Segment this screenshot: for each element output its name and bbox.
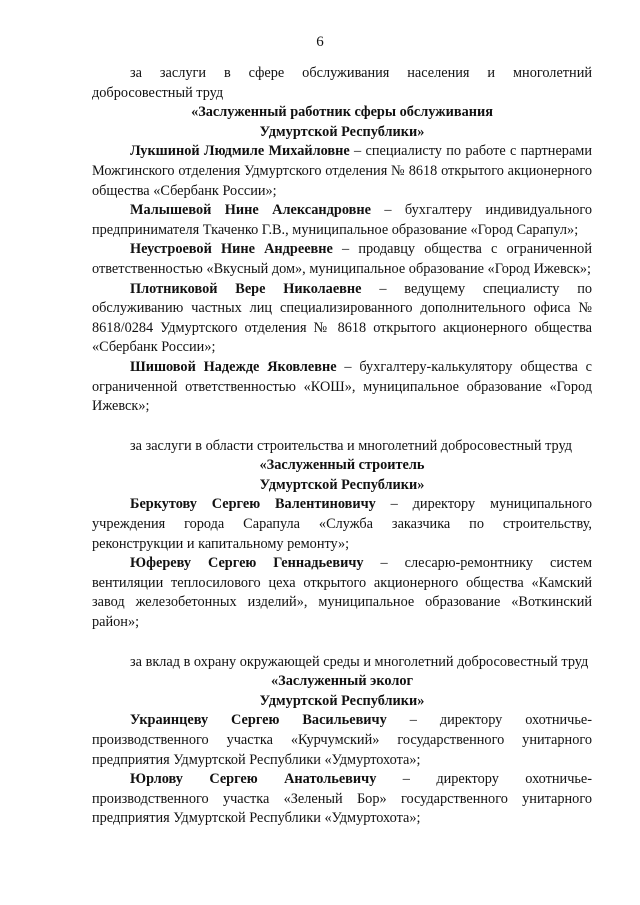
nominee-position: – ведущему специалисту по обслуживанию частных лиц специализированного дополнительного офиса № 8618/0284 Удмуртского отделения № 8618 открытого акционерного общества «Сбербанк России»; [92, 280, 593, 356]
nominee-name: Малышевой Нине Александровне [130, 202, 371, 219]
nominee-position: – продавцу общества с ограниченной ответственностью «Вкусный дом», муниципальное образование «Город Ижевск»; [92, 241, 592, 277]
award-title: «Заслуженный строитель [259, 457, 425, 474]
nominee-entry [92, 280, 592, 358]
award-title: «Заслуженный эколог [271, 673, 413, 690]
nominee-entry [92, 358, 592, 417]
nominee-position: – бухгалтеру-калькулятору общества с ограниченной ответственностью «КОШ», муниципальное образование «Город Ижевск»; [92, 358, 593, 415]
award-title: «Заслуженный работник сферы обслуживания [191, 104, 493, 121]
document-body [92, 64, 592, 829]
award-reason: за заслуги в сфере обслуживания населения и многолетний добросовестный труд [92, 65, 592, 101]
nominee-position: – директору муниципального учреждения города Сарапула «Служба заказчика по строительству, реконструкции и капитальному ремонту»; [92, 496, 592, 552]
nominee-name: Шишовой Надежде Яковлевне [130, 358, 337, 375]
nominee-name: Плотниковой Вере Николаевне [130, 280, 362, 297]
nominee-name: Беркутову Сергею Валентиновичу [130, 496, 376, 513]
nominee-name: Украинцеву Сергею Васильевичу [130, 712, 387, 729]
nominee-entry [92, 711, 592, 770]
nominee-name: Юфереву Сергею Геннадьевичу [130, 555, 364, 572]
page-number: 6 [316, 34, 324, 50]
nominee-position: – бухгалтеру индивидуального предпринимателя Ткаченко Г.В., муниципальное образование «Город Сарапул»; [92, 202, 593, 238]
nominee-position: – специалисту по работе с партнерами Можгинского отделения Удмуртского отделения № 8618 открытого акционерного общества «Сбербанк России»; [92, 143, 592, 199]
nominee-entry [92, 554, 592, 632]
award-title-line2: Удмуртской Республики» [259, 123, 425, 140]
nominee-name: Юрлову Сергею Анатольевичу [130, 771, 377, 788]
nominee-position: – директору охотничье-производственного участка «Курчумский» государственного унитарного предприятия Удмуртской Республики «Удмуртохота»; [92, 712, 592, 768]
section-spacer [92, 633, 592, 653]
nominee-entry [92, 770, 592, 829]
award-reason: за вклад в охрану окружающей среды и многолетний добросовестный труд [130, 653, 589, 670]
nominee-entry [92, 142, 592, 201]
award-title-line2: Удмуртской Республики» [259, 692, 425, 709]
nominee-position: – слесарю-ремонтнику систем вентиляции теплосилового цеха открытого акционерного общества «Камский завод железобетонных изделий», муниципальное образование «Воткинский район»; [92, 555, 592, 631]
award-reason: за заслуги в области строительства и многолетний добросовестный труд [130, 437, 572, 454]
nominee-name: Лукшиной Людмиле Михайловне [130, 143, 350, 160]
nominee-entry [92, 495, 592, 554]
nominee-entry [92, 240, 592, 279]
nominee-name: Неустроевой Нине Андреевне [130, 241, 333, 258]
award-title-line2: Удмуртской Республики» [259, 476, 425, 493]
nominee-position: – директору охотничье-производственного участка «Зеленый Бор» государственного унитарного предприятия Удмуртской Республики «Удмуртохота»; [92, 771, 593, 827]
nominee-entry [92, 201, 592, 240]
section-spacer [92, 417, 592, 437]
